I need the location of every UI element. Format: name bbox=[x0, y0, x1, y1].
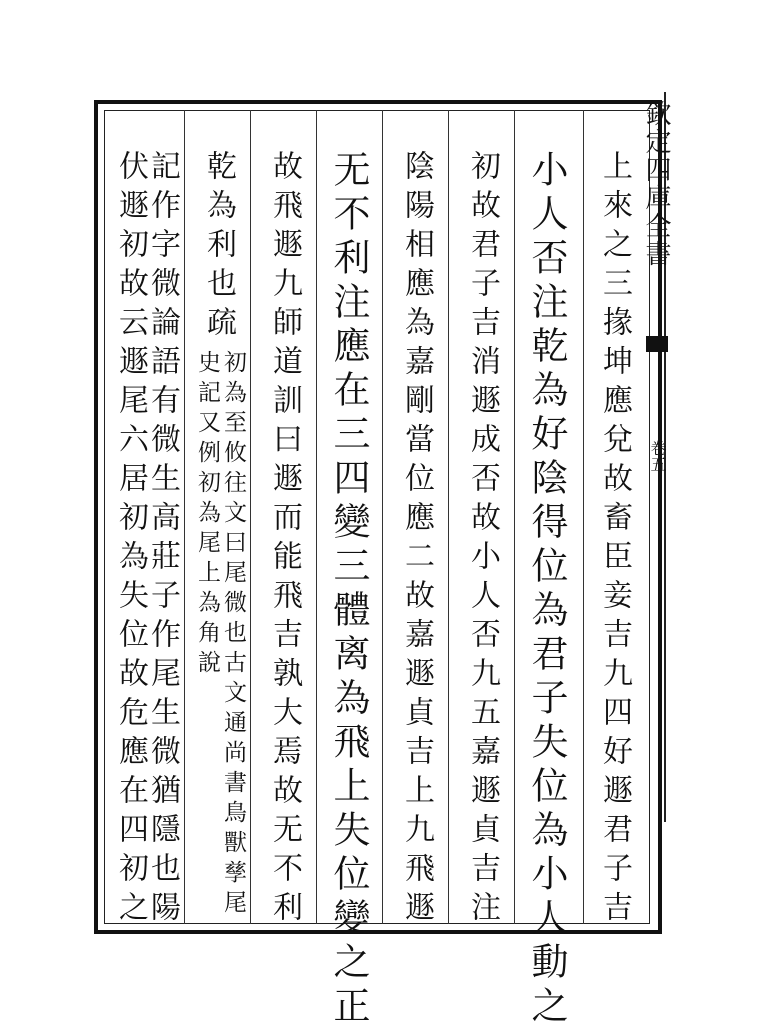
column-rule bbox=[382, 110, 383, 924]
column-rule bbox=[316, 110, 317, 924]
volume-label: 卷五 bbox=[648, 440, 667, 472]
commentary-note: 初為至攸往文曰尾微也古文通尚書鳥獸孳尾史記又例初為尾上為角說 bbox=[194, 350, 246, 920]
text-column-1: 上來之三掾坤應兌故畜臣妾吉九四好遯君子吉 bbox=[597, 150, 632, 930]
inner-border bbox=[104, 110, 650, 1030]
column-rule bbox=[583, 110, 584, 924]
text-column-2: 小人否注乾為好陰得位為君子失位為小人動之 bbox=[525, 150, 568, 1030]
text-column-7: 乾為利也疏 bbox=[201, 150, 236, 345]
margin-title: 欽定四庫全書 bbox=[641, 100, 671, 268]
text-column-4: 陰陽相應為嘉剛當位應二故嘉遯貞吉上九飛遯 bbox=[399, 150, 434, 930]
column-rule bbox=[514, 110, 515, 924]
text-column-5: 无不利注應在三四變三體离為飛上失位變之正 bbox=[327, 150, 370, 1030]
text-column-3: 初故君子吉消遯成否故小人否九五嘉遯貞吉注 bbox=[465, 150, 500, 930]
fish-tail-mark bbox=[646, 336, 668, 352]
text-column-8: 記作字微論語有微生高莊子作尾生微猶隱也陽 bbox=[145, 150, 180, 930]
column-rule bbox=[448, 110, 449, 924]
column-rule bbox=[184, 110, 185, 924]
column-rule bbox=[250, 110, 251, 924]
text-column-9: 伏遯初故云遯尾六居初為失位故危應在四初之 bbox=[113, 150, 148, 930]
text-column-6: 故飛遯九師道訓曰遯而能飛吉孰大焉故无不利 bbox=[267, 150, 302, 930]
